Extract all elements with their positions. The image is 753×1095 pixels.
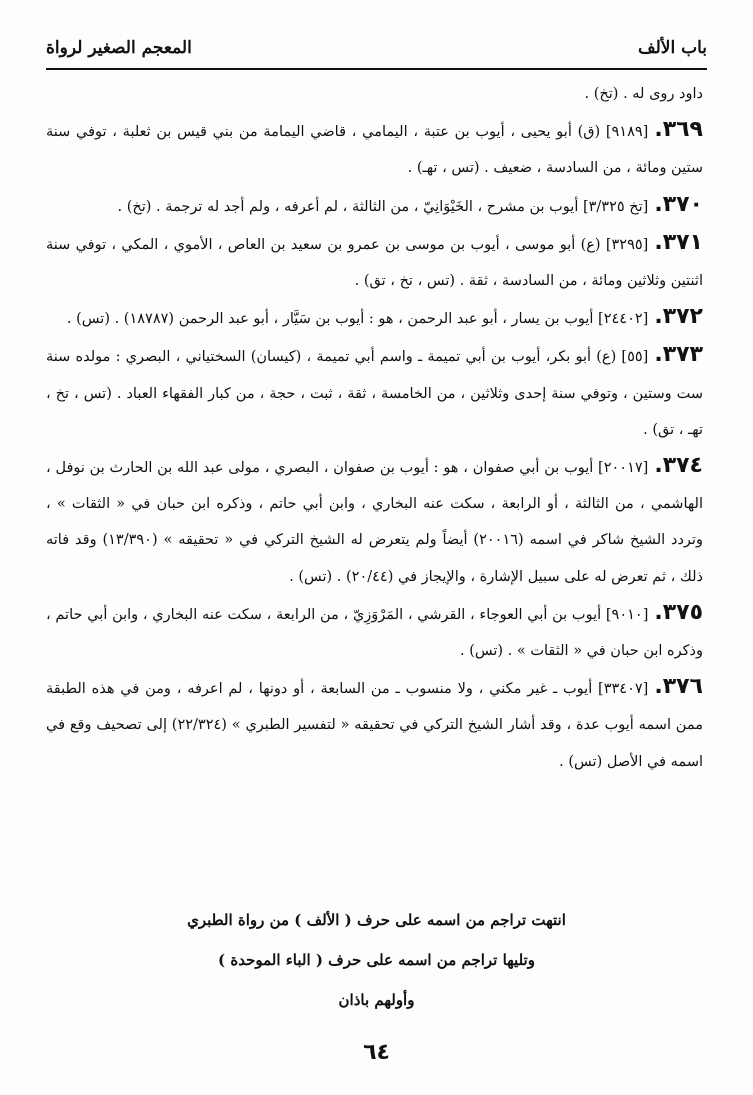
entry-number: ٣٧٦. [654,674,703,700]
closing-line: انتهت تراجم من اسمه على حرف ( الألف ) من رواة الطبري [187,911,566,929]
entry-number: ٣٧٤. [654,453,703,479]
entry-text: [٣٣٤٠٧] أيوب ـ غير مكني ، ولا منسوب ـ من السابعة ، أو دونها ، لم اعرفه ، ومن في هذه الطبقة ممن اسمه أيوب عدة ، وقد أشار الشيخ التركي في تحقيقه « لتفسير الطبري » (٢٢/٣٢٤) إلى تصحيف وقع في اسمه في الأصل (تس) . [46,681,703,770]
entry [46,448,703,595]
chapter-title: باب الألف [637,38,707,58]
entry-number: ٣٧٢. [654,304,703,330]
book-title: المعجم الصغير لرواة [46,38,192,58]
entry-text: [٢٤٤٠٢] أيوب بن يسار ، أبو عبد الرحمن ، هو : أيوب بن سَيَّار ، أبو عبد الرحمن (١٨٧٨٧) . (تس) . [66,311,649,328]
entry-continuation: داود روى له . (تخ) . [584,86,703,102]
entry-text: [٩٠١٠] أيوب بن أبي العوجاء ، القرشي ، المَرْوَزِيّ ، من الرابعة ، سكت عنه البخاري ، وابن أبي حاتم ، وذكره ابن حبان في « الثقات » . (تس) . [46,606,703,660]
page-number: ٦٤ [363,1040,390,1065]
entry-number: ٣٧٣. [654,342,703,368]
entry [46,595,703,669]
entry-text: [٢٠٠١٧] أيوب بن أبي صفوان ، هو : أيوب بن صفوان ، البصري ، مولى عبد الله بن الحارث بن نوفل ، الهاشمي ، من الثالثة ، أو الرابعة ، سكت عنه البخاري ، وابن أبي حاتم ، وذكره ابن حبان في « الثقات » ، وتردد الشيخ شاكر في اسمه (٢٠٠١٦) أيضاً ولم يتعرض له الشيخ التركي في « تحقيقه » (١٣/٣٩٠) وقد فاته ذلك ، ثم تعرض له على سبيل الإشارة ، والإيجاز في (٢٠/٤٤) . (تس) . [46,460,703,585]
entry-number: ٣٧١. [654,229,703,255]
closing-line: وتليها تراجم من اسمه على حرف ( الباء الموحدة ) [218,951,535,969]
entry [46,225,703,299]
entry-number: ٣٧٠. [654,191,703,217]
entry-text: [٣٢٩٥] (ع) أبو موسى ، أيوب بن موسى بن عمرو بن سعيد بن العاص ، الأموي ، المكي ، توفي سنة اثنتين وثلاثين ومائة ، من السادسة ، ثقة . (تس ، تخ ، تق) . [46,236,703,290]
entry [46,187,703,225]
entry [46,112,703,186]
entry-number: ٣٧٥. [654,599,704,625]
header-rule [46,68,707,70]
chapter-closing [46,900,707,1020]
entries-body [46,76,703,780]
closing-line: وأولهم باذان [338,991,415,1009]
entry-number: ٣٦٩. [654,117,703,143]
entry [46,299,703,337]
entry-text: [٩١٨٩] (ق) أبو يحيى ، أيوب بن عتبة ، اليمامي ، قاضي اليمامة من بني قيس بن ثعلبة ، توفي سنة ستين ومائة ، من السادسة ، ضعيف . (تس ، تهـ) . [46,124,703,177]
entry [46,669,703,780]
entry-text: [تخ ٣/٣٢٥] أيوب بن مشرح ، الخَيْوَانِيّ ، من الثالثة ، لم أعرفه ، ولم أجد له ترجمة . (تخ) . [117,198,649,215]
entry [46,337,703,448]
running-header [46,30,707,66]
entry-text: [٥٥] (ع) أبو بكر، أيوب بن أبي تميمة ـ واسم أبي تميمة ، (كيسان) السختياني ، البصري : مولده سنة ست وستين ، وتوفي سنة إحدى وثلاثين ، من الخامسة ، ثقة ، ثبت ، حجة ، من كبار الفقهاء العباد . (تس ، تخ ، تهـ ، تق) . [46,349,703,438]
